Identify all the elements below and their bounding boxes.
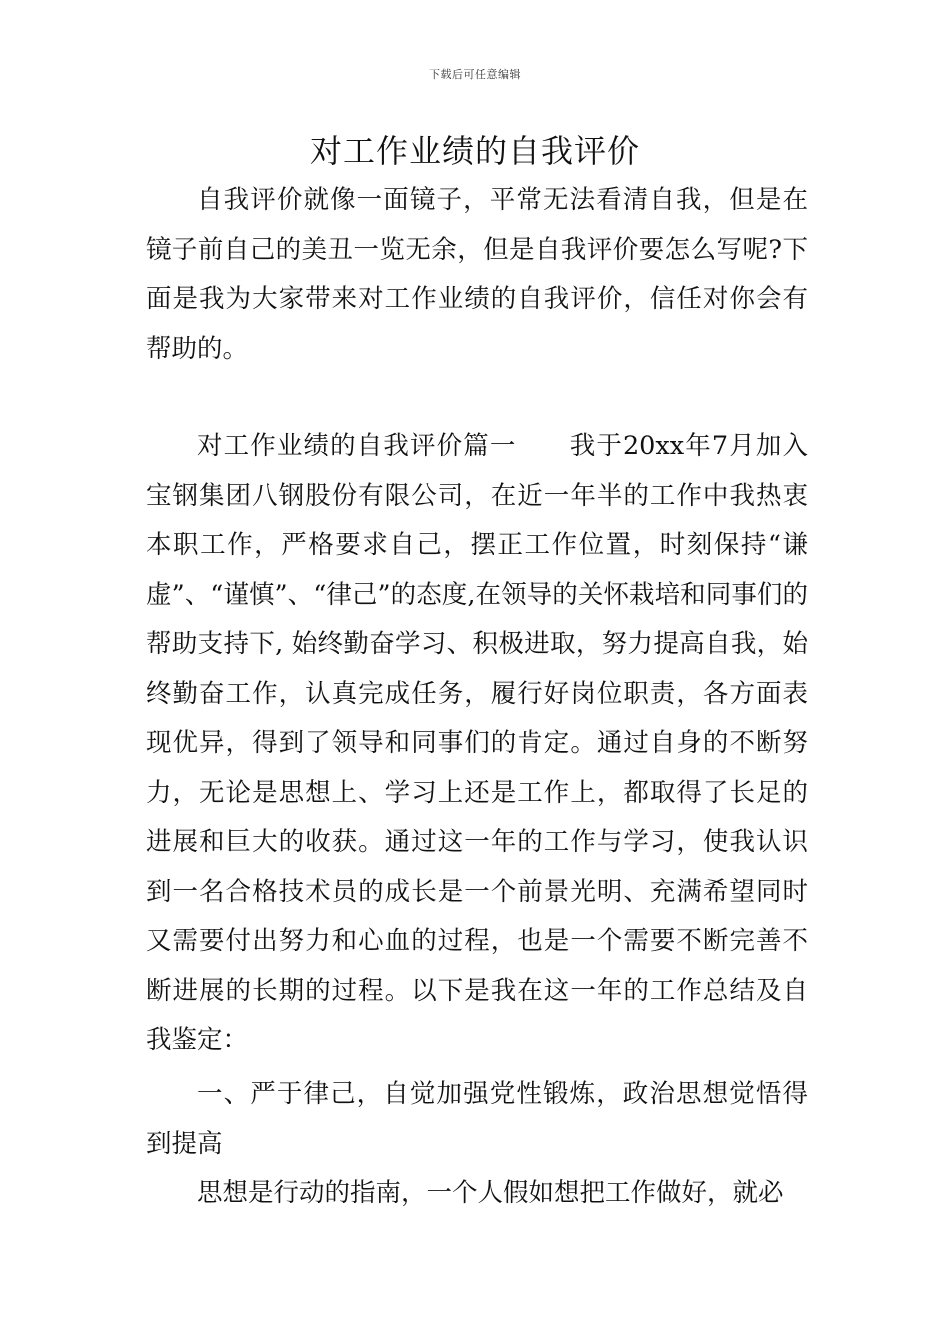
header-note: 下载后可任意编辑 — [429, 68, 521, 81]
document-title: 对工作业绩的自我评价 — [309, 132, 640, 170]
section-1-paragraph: 思想是行动的指南，一个人假如想把工作做好，就必 — [197, 1178, 784, 1208]
section-heading-1: 一、严于律己，自觉加强党性锻炼，政治思想觉悟得到提高 — [146, 1079, 808, 1159]
main-paragraph: 对工作业绩的自我评价篇一 我于20xx年7月加入宝钢集团八钢股份有限公司，在近一年半的工作中我热衷本职工作，严格要求自己，摆正工作位置，时刻保持“谦虚”、“谨慎”、“律己”的态度,在领导的关怀栽培和同事们的帮助支持下, 始终勤奋学习、积极进取，努力提高自我，始终勤奋工作，认真完成任务，履行好岗位职责，各方面表现优异，得到了领导和同事们的肯定。通过自身的不断努力，无论是思想上、学习上还是工作上，都取得了长足的进展和巨大的收获。通过这一年的工作与学习，使我认识到一名合格技术员的成长是一个前景光明、充满希望同时又需要付出努力和心血的过程，也是一个需要不断完善不断进展的长期的过程。以下是我在这一年的工作总结及自我鉴定： — [146, 431, 808, 1055]
intro-paragraph: 自我评价就像一面镜子，平常无法看清自我，但是在镜子前自己的美丑一览无余，但是自我评价要怎么写呢?下面是我为大家带来对工作业绩的自我评价，信任对你会有帮助的。 — [146, 185, 808, 364]
